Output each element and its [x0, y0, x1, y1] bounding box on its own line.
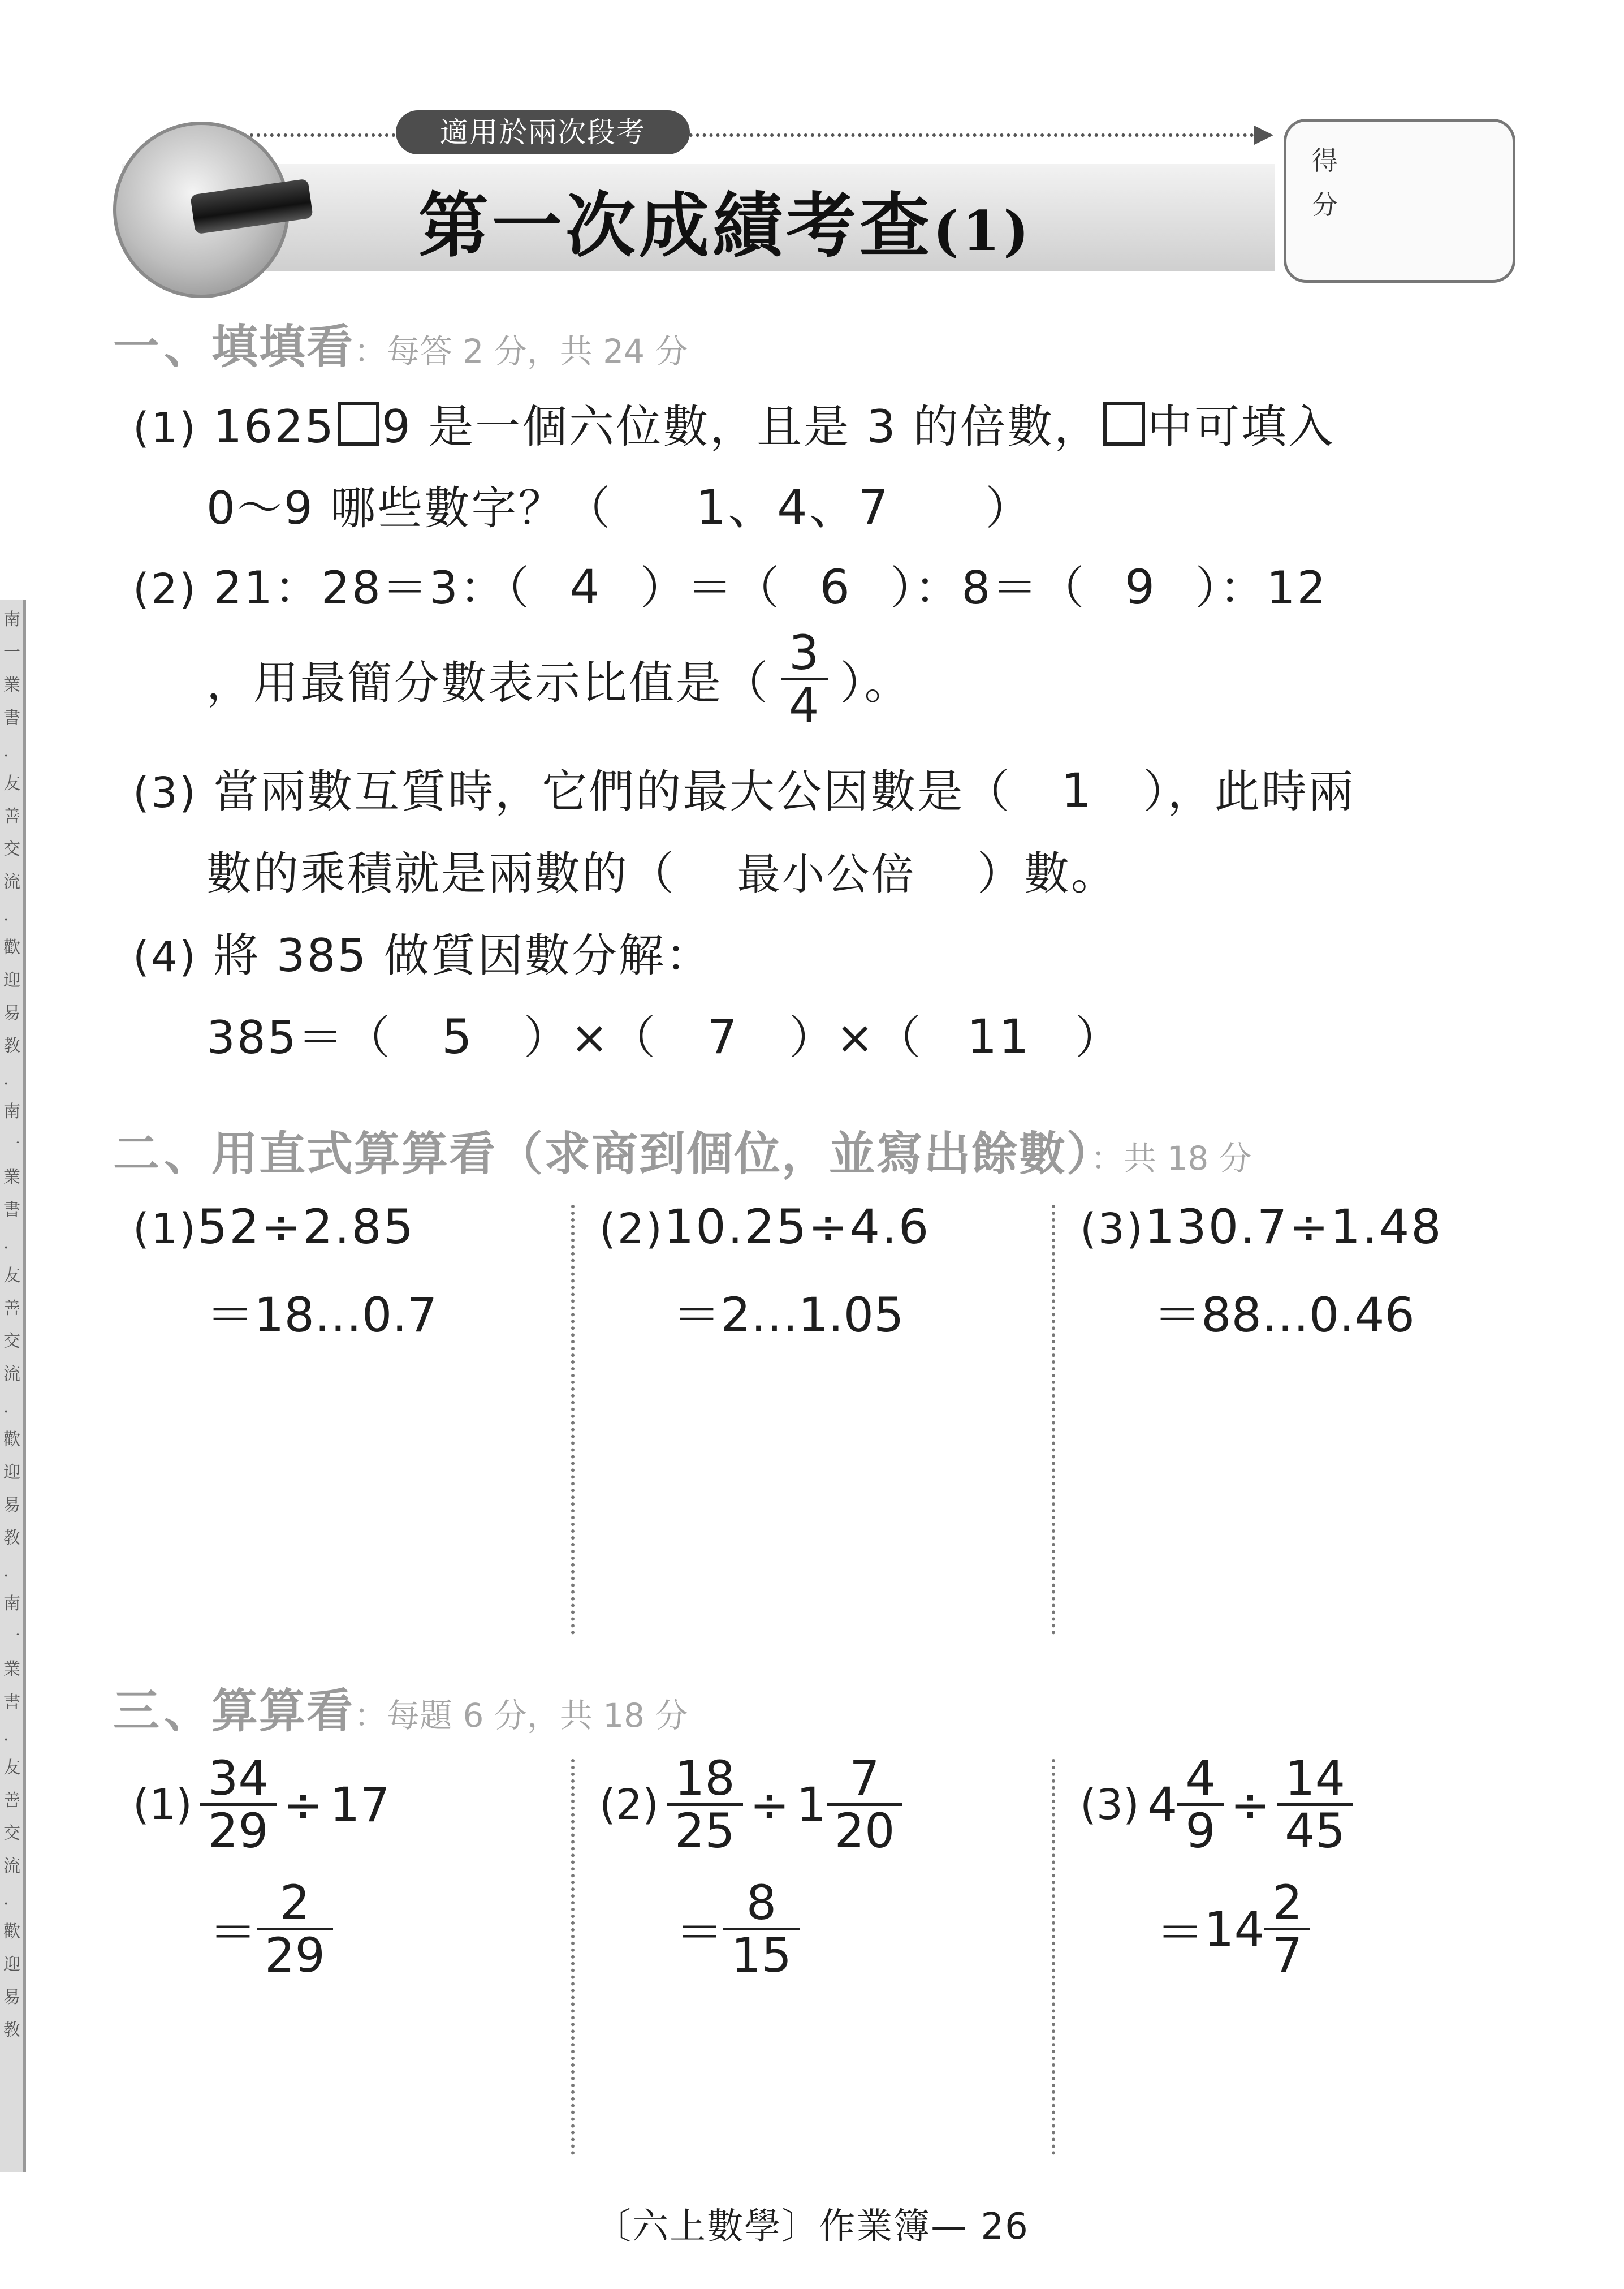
fraction: 7 20: [827, 1753, 903, 1856]
header-arrow-icon: [1254, 126, 1273, 145]
s3-item-2-question: (2) 18 25 ÷ 1 7 20: [599, 1753, 902, 1856]
s1-q3-line1: (3) 當兩數互質時，它們的最大公因數是（ 1 ），此時兩: [133, 763, 1355, 818]
fraction: 18 25: [667, 1753, 743, 1856]
side-strip-char: 一: [3, 1627, 20, 1646]
side-strip-char: 南: [3, 1594, 20, 1614]
s1-q1-line1: (1) 1625 9 是一個六位數，且是 3 的倍數， 中可填入: [133, 400, 1335, 453]
side-strip-char: 交: [3, 1824, 20, 1843]
fraction: 2 29: [257, 1878, 333, 1980]
side-strip-char: 交: [3, 839, 20, 859]
side-strip-char: ．: [3, 1561, 20, 1581]
score-label: 得 分: [1312, 145, 1338, 220]
side-strip-char: 善: [3, 1299, 20, 1318]
side-strip-char: 易: [3, 1003, 20, 1023]
side-strip-char: 流: [3, 872, 20, 892]
side-strip-char: 教: [3, 1528, 20, 1548]
column-divider: [1052, 1205, 1055, 1635]
fraction: 14 45: [1277, 1753, 1353, 1856]
side-strip-char: 業: [3, 1659, 20, 1679]
fraction: 34 29: [200, 1753, 277, 1856]
s2-item-2: (2)10.25÷4.6 ＝2…1.05: [599, 1199, 931, 1343]
page-footer: 〔六上數學〕作業簿— 26: [595, 2206, 1029, 2248]
side-strip-char: ．: [3, 741, 20, 761]
side-strip-char: 交: [3, 1331, 20, 1351]
s2-item-1: (1)52÷2.85 ＝18…0.7: [133, 1199, 438, 1343]
side-strip: [0, 600, 26, 2172]
side-strip-char: ．: [3, 1725, 20, 1745]
side-strip-char: 友: [3, 1758, 20, 1778]
side-strip-char: 書: [3, 708, 20, 728]
side-strip-char: 業: [3, 675, 20, 695]
fraction: 2 7: [1264, 1878, 1310, 1980]
side-strip-char: ．: [3, 1233, 20, 1253]
s3-item-3-question: (3) 4 4 9 ÷ 14 45: [1080, 1753, 1353, 1856]
exam-tag: 適用於兩次段考: [396, 110, 690, 154]
column-divider: [1052, 1759, 1055, 2155]
side-strip-char: 書: [3, 1692, 20, 1712]
side-strip-char: 南: [3, 1102, 20, 1122]
s1-q1-line2: 0～9 哪些數字？（ 1、4、7 ）: [206, 480, 1033, 535]
s1-q4-line1: (4) 將 385 做質因數分解：: [133, 929, 712, 982]
side-strip-char: 流: [3, 1364, 20, 1384]
side-strip-char: 教: [3, 1036, 20, 1056]
side-strip-char: 教: [3, 2020, 20, 2040]
blank-box: [338, 402, 379, 446]
side-strip-char: 流: [3, 1856, 20, 1876]
s1-q4-line2: 385＝（ 5 ）×（ 7 ）×（ 11 ）: [206, 1009, 1122, 1064]
side-strip-char: ．: [3, 1397, 20, 1417]
s3-item-1-question: (1) 34 29 ÷ 17: [133, 1751, 390, 1859]
column-divider: [571, 1759, 575, 2155]
page-title: 第一次成績考查(1): [418, 185, 1033, 267]
side-strip-char: 迎: [3, 971, 20, 990]
s2-item-3: (3)130.7÷1.48 ＝88…0.46: [1080, 1199, 1443, 1343]
side-strip-char: ．: [3, 905, 20, 925]
s3-item-1-answer: ＝ 2 29: [209, 1878, 333, 1980]
ratio-fraction: 3 4: [781, 628, 828, 730]
side-strip-char: 迎: [3, 1955, 20, 1975]
side-strip-char: 迎: [3, 1463, 20, 1482]
side-strip-char: 歡: [3, 938, 20, 958]
fraction: 8 15: [723, 1878, 800, 1980]
side-strip-char: 善: [3, 1791, 20, 1810]
side-strip-char: 一: [3, 1135, 20, 1154]
s1-q3-line2: 數的乘積就是兩數的（ 最小公倍 ）數。: [206, 847, 1118, 900]
section3-heading: 三、算算看：每題 6 分，共 18 分: [113, 1684, 688, 1738]
fraction: 4 9: [1177, 1753, 1223, 1856]
side-strip-char: 善: [3, 807, 20, 826]
section2-heading: 二、用直式算算看（求商到個位，並寫出餘數）：共 18 分: [113, 1127, 1252, 1181]
s1-q2-line2: ，用最簡分數表示比值是（ 3 4 ）。: [206, 625, 912, 734]
section1-heading: 一、填填看：每答 2 分，共 24 分: [113, 320, 688, 374]
side-strip-char: 易: [3, 1988, 20, 2007]
s3-item-3-answer: ＝ 14 2 7: [1156, 1878, 1310, 1980]
side-strip-char: 南: [3, 610, 20, 630]
s3-item-2-answer: ＝ 8 15: [676, 1878, 800, 1980]
side-strip-char: 友: [3, 1266, 20, 1286]
side-strip-char: 書: [3, 1200, 20, 1220]
side-strip-char: ．: [3, 1889, 20, 1909]
side-strip-char: ．: [3, 1069, 20, 1089]
column-divider: [571, 1205, 575, 1635]
side-strip-char: 友: [3, 774, 20, 794]
side-strip-char: 歡: [3, 1922, 20, 1942]
side-strip-char: 歡: [3, 1430, 20, 1450]
s1-q2-line1: (2) 21：28＝3：（ 4 ）＝（ 6 ）：8＝（ 9 ）：12: [133, 559, 1328, 615]
side-strip-char: 一: [3, 643, 20, 662]
blank-box: [1103, 402, 1145, 446]
side-strip-char: 易: [3, 1495, 20, 1515]
side-strip-char: 業: [3, 1167, 20, 1187]
